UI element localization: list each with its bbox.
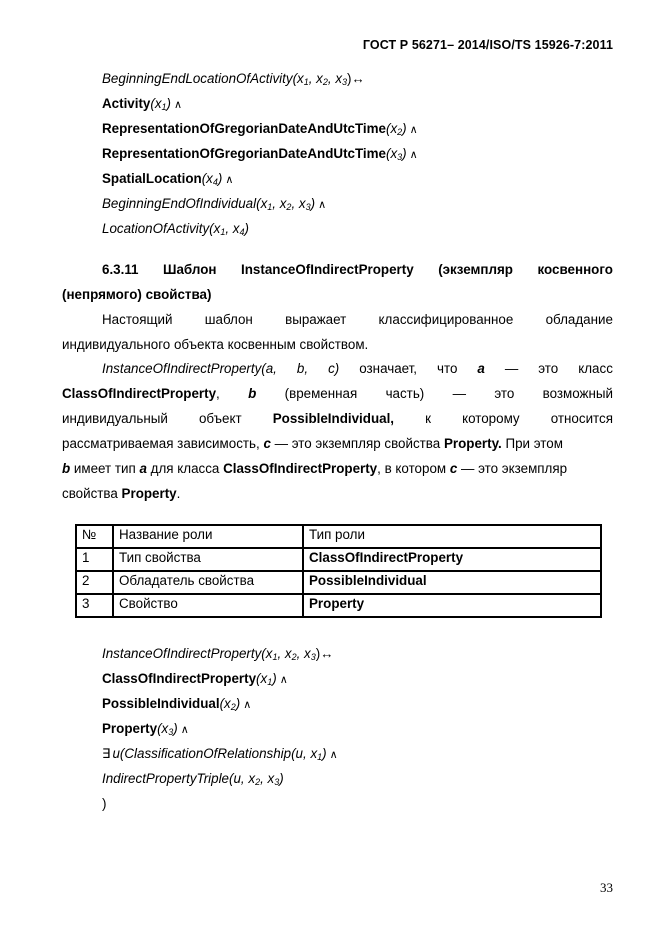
table-row (76, 594, 601, 617)
formula-line: IndirectPropertyTriple(u, $x_2$, $x_3$) (102, 771, 284, 787)
roles-table (75, 524, 602, 618)
section-heading: 6.3.11 Шаблон InstanceOfIndirectProperty (экземпляр косвенного (102, 262, 613, 277)
formula-term: PossibleIndividual (102, 696, 220, 711)
and-operator: ∧ (318, 199, 327, 211)
formula-line: $Property(x_3)$ ∧ (102, 721, 189, 737)
formula-line: $Activity(x_1)$ ∧ (102, 96, 183, 112)
formula-term: Property (102, 721, 158, 736)
paragraph-line: рассматриваемая зависимость, c — это экземпляр свойства Property. При этом (62, 436, 563, 451)
table-cell: Свойство (113, 594, 303, 617)
formula-line: $SpatialLocation(x_4)$ ∧ (102, 171, 234, 187)
table-cell: 2 (76, 571, 113, 594)
paragraph-line: ClassOfIndirectProperty, b (временная часть) — это возможный (62, 386, 613, 401)
formula-line: $PossibleIndividual(x_2)$ ∧ (102, 696, 252, 712)
table-cell: Обладатель свойства (113, 571, 303, 594)
table-cell: ClassOfIndirectProperty (303, 548, 601, 571)
paragraph-line: индивидуального объекта косвенным свойством. (62, 337, 369, 352)
table-header-cell: Тип роли (303, 525, 601, 548)
table-cell: PossibleIndividual (303, 571, 601, 594)
formula-term: LocationOfActivity (102, 221, 210, 236)
formula-term: RepresentationOfGregorianDateAndUtcTime (102, 121, 386, 136)
and-operator: ∧ (409, 149, 418, 161)
paragraph-line: b имеет тип a для класса ClassOfIndirectProperty, в котором c — это экземпляр (62, 461, 568, 476)
and-operator: ∧ (409, 124, 418, 136)
formula-line: $InstanceOfIndirectProperty(x_1$, $x_2$, $x_3)\leftrightarrow$ (102, 646, 334, 662)
formula-line: $LocationOfActivity(x_1$, $x_4$) (102, 221, 249, 237)
and-operator: ∧ (180, 724, 189, 736)
and-operator: ∧ (225, 174, 234, 186)
formula-line: $ClassOfIndirectProperty(x_1)$ ∧ (102, 671, 288, 687)
table-cell: Тип свойства (113, 548, 303, 571)
formula-line: $BeginningEndLocationOfActivity(x_1$, $x_2$, $x_3)\leftrightarrow$ (102, 71, 365, 87)
and-operator: ∧ (243, 699, 252, 711)
formula-term: RepresentationOfGregorianDateAndUtcTime (102, 146, 386, 161)
and-operator: ∧ (329, 749, 338, 761)
paragraph-line: Настоящий шаблон выражает классифицированное обладание (102, 312, 613, 327)
table-header-cell: Название роли (113, 525, 303, 548)
table-header-row (76, 525, 601, 548)
and-operator: ∧ (279, 674, 288, 686)
table-cell: 3 (76, 594, 113, 617)
document-header: ГОСТ Р 56271– 2014/ISO/TS 15926-7:2011 (362, 38, 613, 52)
formula-term: BeginningEndOfIndividual (102, 196, 257, 211)
paragraph-line: индивидуальный объект PossibleIndividual, к которому относится (62, 411, 613, 426)
exists-operator: ∃ (102, 746, 111, 761)
formula-line: $RepresentationOfGregorianDateAndUtcTime(x_2)$ ∧ (102, 121, 418, 137)
formula-line: ) (102, 796, 107, 811)
page-number: 33 (600, 880, 613, 895)
table-row (76, 571, 601, 594)
paragraph-line: свойства Property. (62, 486, 181, 501)
formula-line: $RepresentationOfGregorianDateAndUtcTime(x_3)$ ∧ (102, 146, 418, 162)
and-operator: ∧ (174, 99, 183, 111)
formula-term: BeginningEndLocationOfActivity (102, 71, 293, 86)
formula-term: InstanceOfIndirectProperty (102, 646, 262, 661)
table-cell: Property (303, 594, 601, 617)
formula-line: ∃ u(ClassificationOfRelationship(u, $x_1$) ∧ (102, 746, 338, 762)
formula-term: SpatialLocation (102, 171, 202, 186)
formula-term: ClassOfIndirectProperty (102, 671, 257, 686)
formula-line: $BeginningEndOfIndividual(x_1$, $x_2$, $x_3$) ∧ (102, 196, 327, 212)
table-row (76, 548, 601, 571)
formula-term: Activity (102, 96, 151, 111)
table-cell: 1 (76, 548, 113, 571)
section-heading-cont: (непрямого) свойства) (62, 287, 212, 302)
paragraph-line: InstanceOfIndirectProperty(a, b, c) означает, что a — это класс (102, 361, 613, 376)
table-header-cell: № (76, 525, 113, 548)
